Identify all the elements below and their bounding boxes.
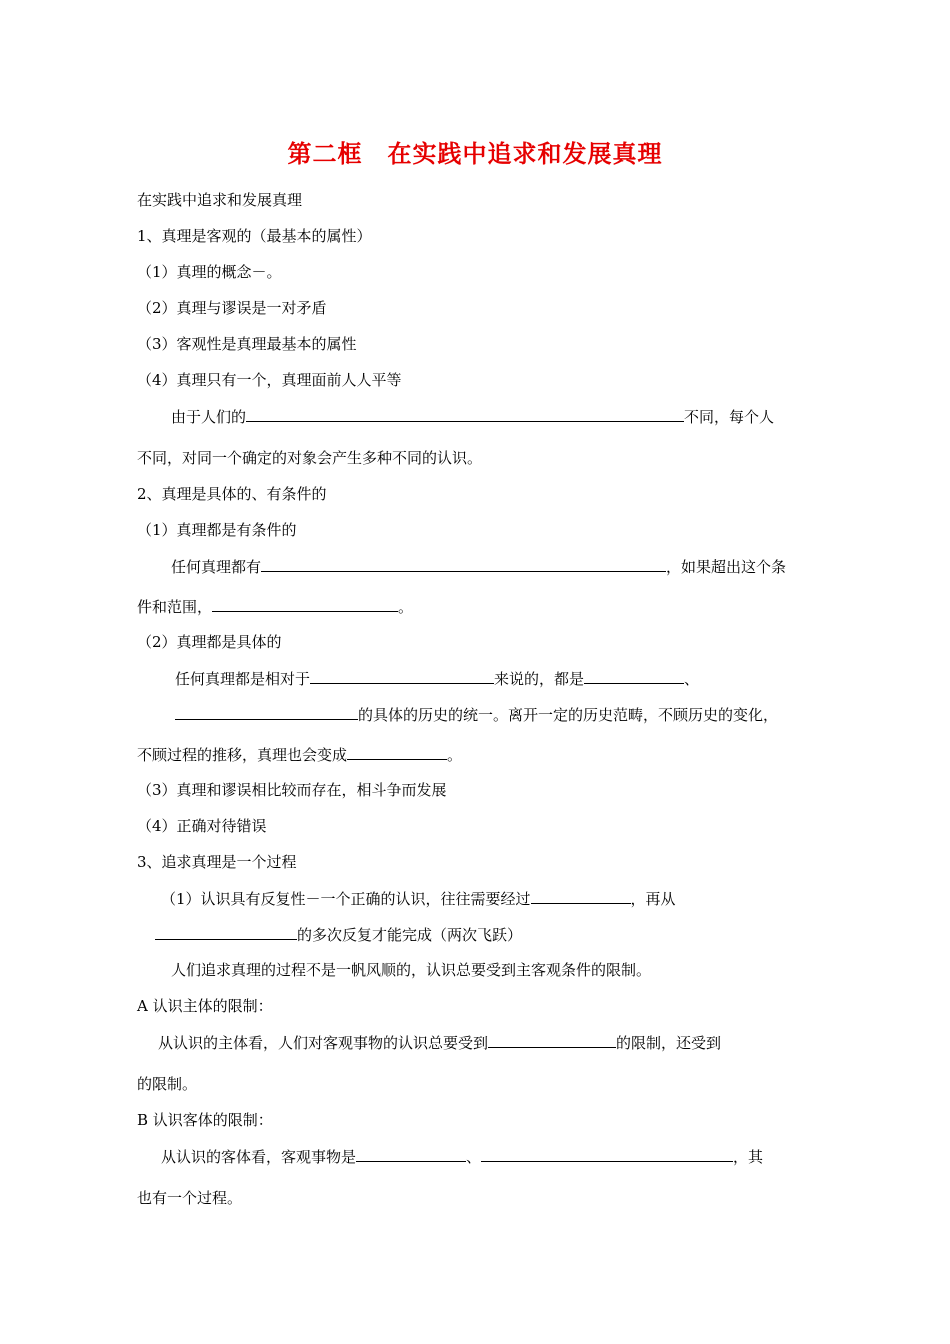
object-limit-heading: B 认识客体的限制：	[137, 1111, 273, 1129]
blank-answer[interactable]	[356, 1146, 466, 1162]
point-2-3: （3）真理和谬误相比较而存在，相斗争而发展	[137, 781, 447, 799]
point-3-heading: 3、追求真理是一个过程	[137, 853, 297, 871]
paragraph-line: 人们追求真理的过程不是一帆风顺的，认识总要受到主客观条件的限制。	[171, 961, 652, 979]
text-segment: 的多次反复才能完成（两次飞跃）	[297, 926, 523, 944]
text-segment: 由于人们的	[171, 408, 247, 426]
point-1-1: （1）真理的概念－。	[137, 263, 282, 281]
text-segment: 、	[684, 670, 700, 688]
subject-limit-heading: A 认识主体的限制：	[137, 997, 273, 1015]
point-2-heading: 2、真理是具体的、有条件的	[137, 485, 327, 503]
fill-line-9	[158, 1032, 721, 1053]
text-segment: 的限制，还受到	[616, 1034, 722, 1052]
blank-answer[interactable]	[175, 704, 358, 720]
document-title: 第二框 在实践中追求和发展真理	[287, 140, 663, 168]
point-2-1: （1）真理都是有条件的	[137, 521, 297, 539]
blank-answer[interactable]	[481, 1146, 733, 1162]
text-segment: 的具体的历史的统一。离开一定的历史范畴，不顾历史的变化，	[358, 706, 779, 724]
fill-line-1	[171, 406, 774, 427]
fill-line-7	[161, 888, 676, 909]
blank-answer[interactable]	[155, 924, 297, 940]
fill-line-8	[155, 924, 522, 945]
paragraph-line: 的限制。	[137, 1075, 198, 1093]
text-segment: 任何真理都是相对于	[175, 670, 311, 688]
text-segment: 从认识的客体看，客观事物是	[161, 1148, 357, 1166]
paragraph-line: 不同，对同一个确定的对象会产生多种不同的认识。	[137, 449, 483, 467]
blank-answer[interactable]	[584, 668, 684, 684]
text-segment: ，再从	[630, 890, 676, 908]
blank-answer[interactable]	[310, 668, 494, 684]
fill-line-4	[175, 668, 699, 689]
blank-answer[interactable]	[488, 1032, 616, 1048]
blank-answer[interactable]	[261, 556, 666, 572]
text-segment: 来说的，都是	[494, 670, 585, 688]
point-1-heading: 1、真理是客观的（最基本的属性）	[137, 227, 372, 245]
point-2-2: （2）真理都是具体的	[137, 633, 282, 651]
fill-line-6	[137, 744, 462, 765]
blank-answer[interactable]	[212, 596, 398, 612]
text-segment: ，如果超出这个条	[666, 558, 787, 576]
text-segment: 不同，每个人	[684, 408, 775, 426]
text-segment: 。	[398, 598, 414, 616]
point-1-4: （4）真理只有一个，真理面前人人平等	[137, 371, 402, 389]
text-segment: 、	[466, 1148, 482, 1166]
blank-answer[interactable]	[246, 406, 684, 422]
blank-answer[interactable]	[347, 744, 447, 760]
text-segment: （1）认识具有反复性－一个正确的认识，往往需要经过	[161, 890, 531, 908]
fill-line-3	[137, 596, 413, 617]
text-segment: 件和范围，	[137, 598, 213, 616]
fill-line-10	[161, 1146, 763, 1167]
blank-answer[interactable]	[531, 888, 631, 904]
section-heading: 在实践中追求和发展真理	[137, 191, 303, 209]
text-segment: 不顾过程的推移，真理也会变成	[137, 746, 348, 764]
point-2-4: （4）正确对待错误	[137, 817, 267, 835]
point-1-3: （3）客观性是真理最基本的属性	[137, 335, 357, 353]
text-segment: 从认识的主体看，人们对客观事物的认识总要受到	[158, 1034, 489, 1052]
fill-line-2	[171, 556, 786, 577]
text-segment: 。	[447, 746, 463, 764]
point-1-2: （2）真理与谬误是一对矛盾	[137, 299, 327, 317]
paragraph-line: 也有一个过程。	[137, 1189, 243, 1207]
fill-line-5	[175, 704, 778, 725]
text-segment: ，其	[733, 1148, 764, 1166]
text-segment: 任何真理都有	[171, 558, 262, 576]
